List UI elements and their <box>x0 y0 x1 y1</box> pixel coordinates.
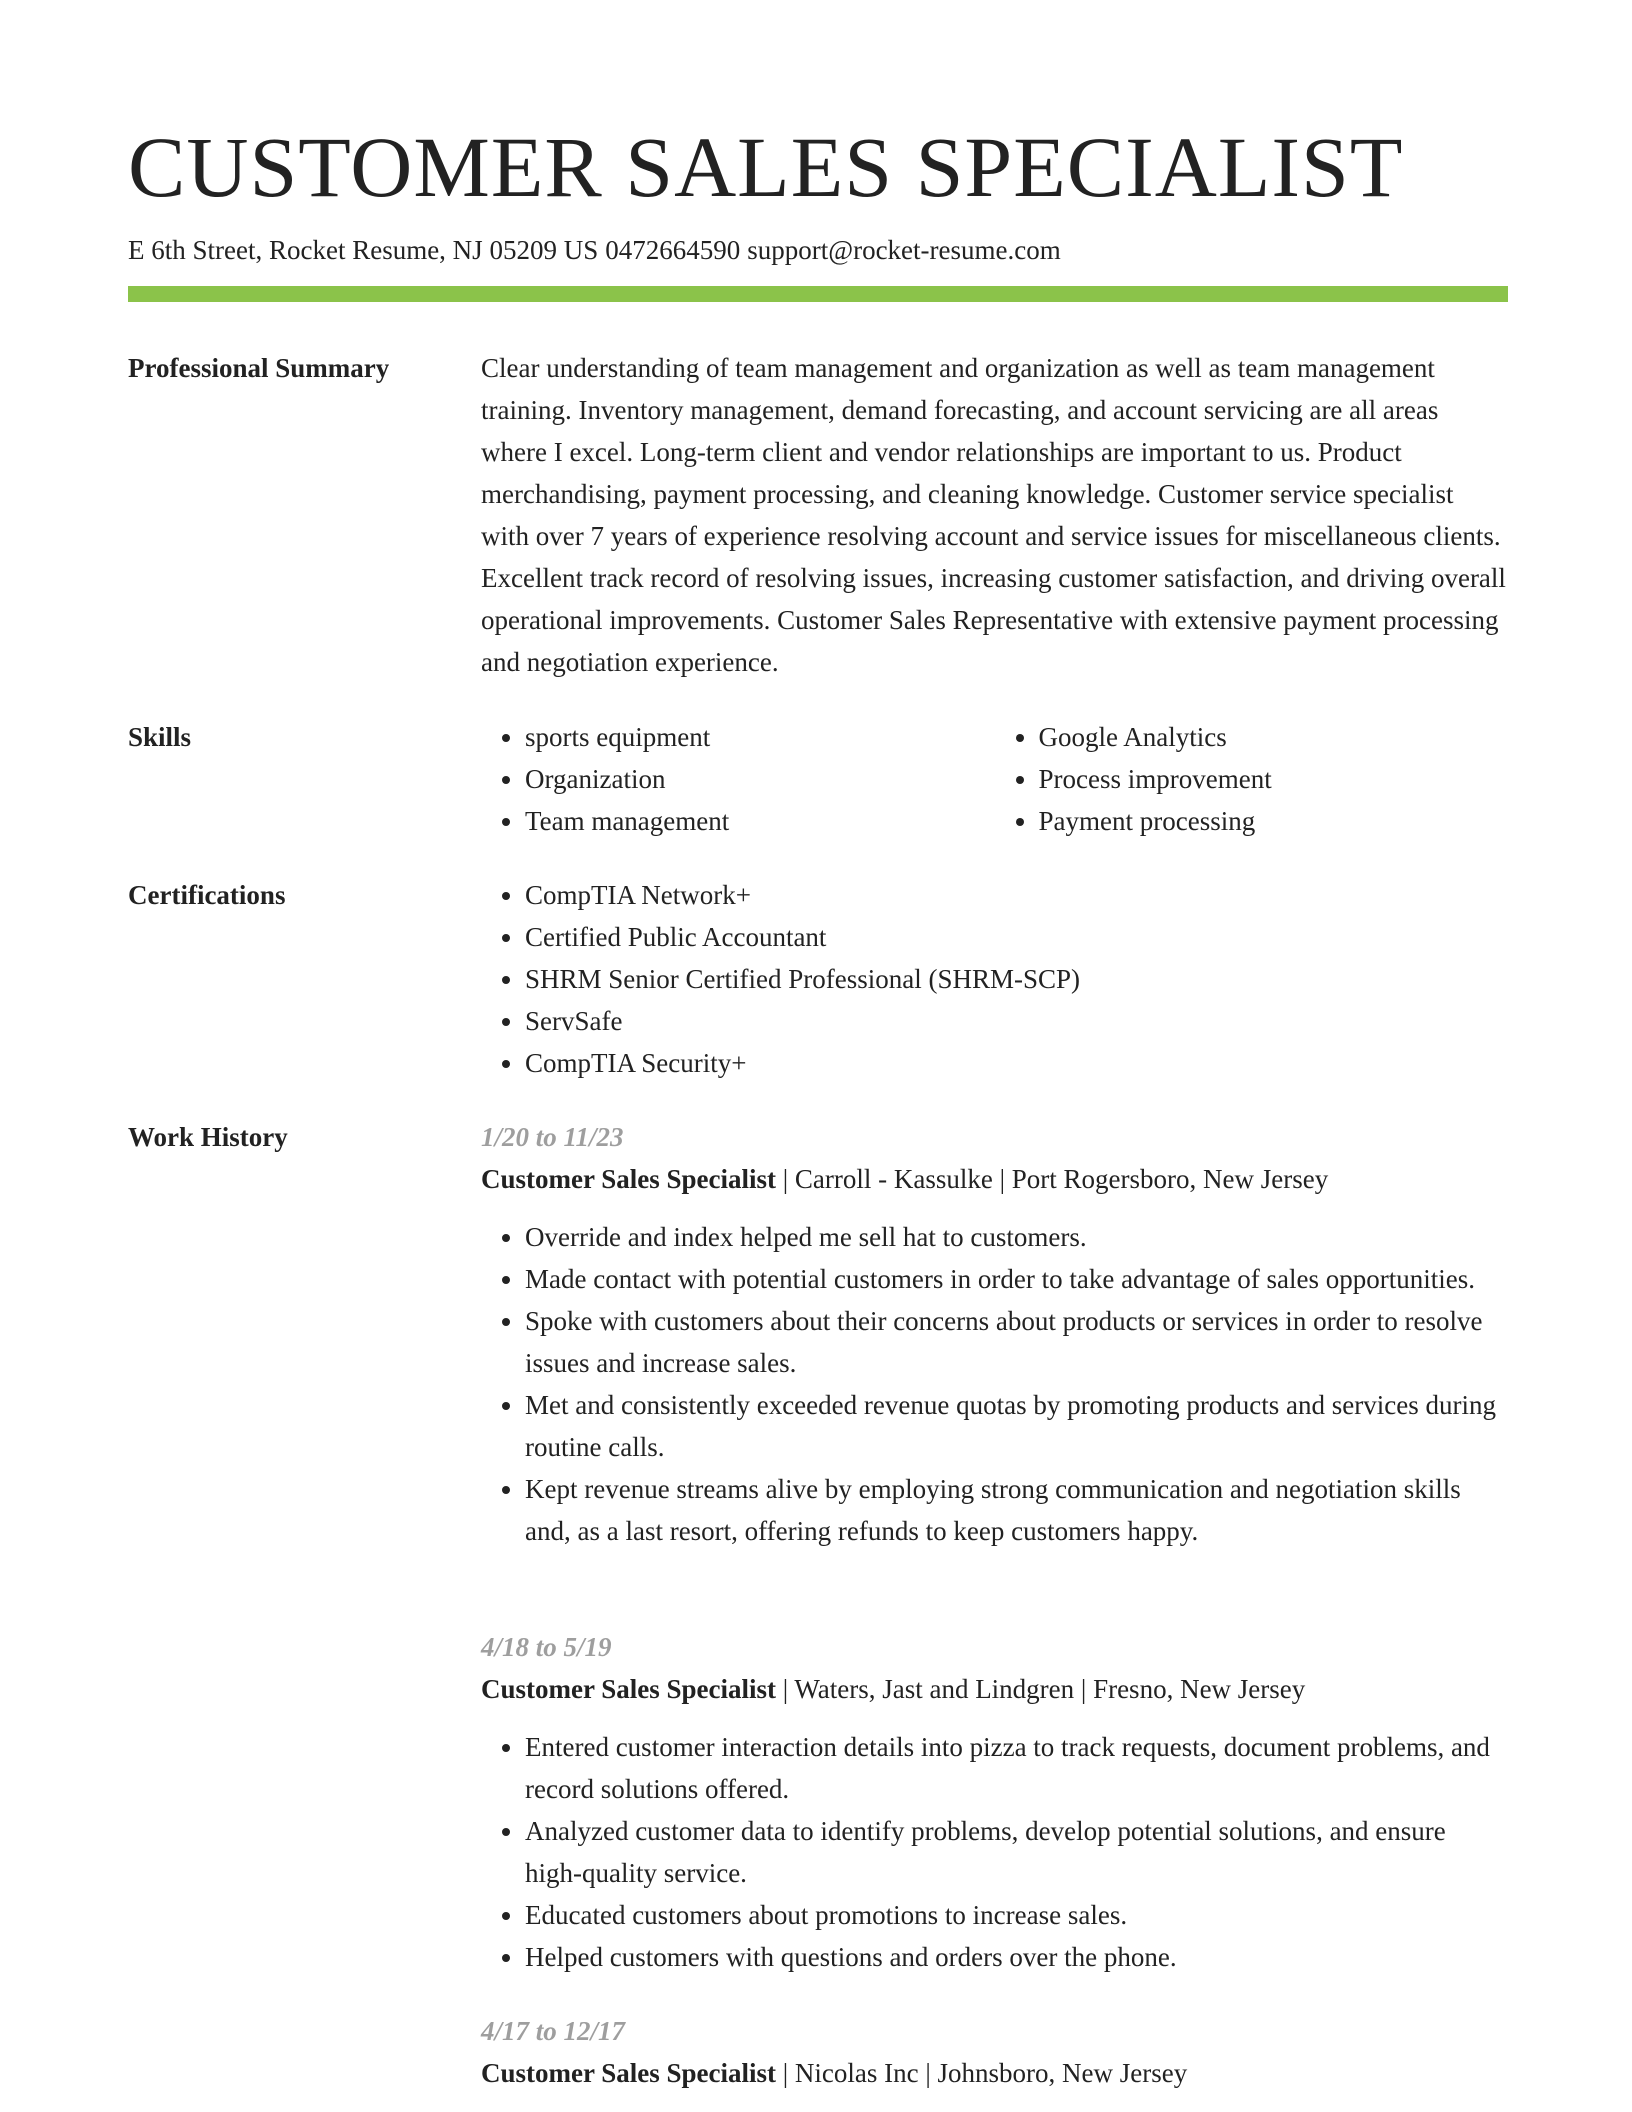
job-dates: 4/18 to 5/19 <box>481 1632 612 1662</box>
certifications-list <box>481 874 1508 1084</box>
section-label-certifications: Certifications <box>128 880 286 910</box>
job-bullets <box>481 1726 1508 1978</box>
job-3 <box>481 2010 1508 2094</box>
certification-item: • CompTIA Network+ <box>525 874 1508 916</box>
certification-item: • ServSafe <box>525 1000 1508 1042</box>
job-bullet: • Spoke with customers about their concerns about products or services in order to resolve issues and increase sales. <box>525 1300 1508 1384</box>
job-title: Customer Sales Specialist <box>481 2058 776 2088</box>
resume-name: CUSTOMER SALES SPECIALIST <box>128 119 1404 215</box>
job-bullets <box>481 1216 1508 1552</box>
job-2 <box>481 1626 1508 1978</box>
contact-address: E 6th Street, Rocket Resume, NJ 05209 US <box>128 235 599 265</box>
job-dates: 4/17 to 12/17 <box>481 2016 626 2046</box>
job-title-line <box>481 1668 1508 1710</box>
skills-list-left <box>481 716 995 842</box>
section-label-skills: Skills <box>128 722 192 752</box>
job-bullet: • Educated customers about promotions to increase sales. <box>525 1894 1508 1936</box>
skill-item: • sports equipment <box>525 716 995 758</box>
job-title: Customer Sales Specialist <box>481 1164 776 1194</box>
header-divider <box>128 286 1508 302</box>
skill-item: • Organization <box>525 758 995 800</box>
skill-item: • Google Analytics <box>1039 716 1509 758</box>
certifications-body <box>481 874 1508 1084</box>
summary-text: Clear understanding of team management and organization as well as team management training. Inventory management, demand forecasting, and account servicing are all areas where I excel. Long-term client and vendor relationships are important to us. Product merchandising, payment processing, and cleaning knowledge. Customer service specialist with over 7 years of experience resolving account and service issues for miscellaneous clients. Excellent track record of resolving issues, increasing customer satisfaction, and driving overall operational improvements. Customer Sales Representative with extensive payment processing and negotiation experience. <box>481 353 1506 677</box>
job-1 <box>481 1116 1508 1552</box>
skill-item: • Team management <box>525 800 995 842</box>
job-bullet: • Helped customers with questions and orders over the phone. <box>525 1936 1508 1978</box>
certification-item: • SHRM Senior Certified Professional (SHRM-SCP) <box>525 958 1508 1000</box>
section-label-work-history: Work History <box>128 1122 288 1152</box>
job-bullet: • Met and consistently exceeded revenue quotas by promoting products and services during routine calls. <box>525 1384 1508 1468</box>
summary-body <box>481 347 1508 683</box>
job-dates: 1/20 to 11/23 <box>481 1122 624 1152</box>
job-title: Customer Sales Specialist <box>481 1674 776 1704</box>
contact-phone: 0472664590 <box>605 235 741 265</box>
section-label-summary: Professional Summary <box>128 353 390 383</box>
skills-body <box>481 716 1508 842</box>
certification-item: • CompTIA Security+ <box>525 1042 1508 1084</box>
skill-item: • Payment processing <box>1039 800 1509 842</box>
job-details: | Nicolas Inc | Johnsboro, New Jersey <box>776 2058 1188 2088</box>
skills-grid <box>481 716 1508 842</box>
job-bullet: • Analyzed customer data to identify problems, develop potential solutions, and ensure high-quality service. <box>525 1810 1508 1894</box>
contact-line <box>128 234 1061 266</box>
skill-item: • Process improvement <box>1039 758 1509 800</box>
job-bullet: • Override and index helped me sell hat to customers. <box>525 1216 1508 1258</box>
job-bullet: • Kept revenue streams alive by employing strong communication and negotiation skills and, as a last resort, offering refunds to keep customers happy. <box>525 1468 1508 1552</box>
job-details: | Waters, Jast and Lindgren | Fresno, New Jersey <box>776 1674 1306 1704</box>
job-details: | Carroll - Kassulke | Port Rogersboro, New Jersey <box>776 1164 1329 1194</box>
job-bullet: • Made contact with potential customers in order to take advantage of sales opportunities. <box>525 1258 1508 1300</box>
job-title-line <box>481 1158 1508 1200</box>
contact-email: support@rocket-resume.com <box>747 235 1061 265</box>
job-title-line <box>481 2052 1508 2094</box>
certification-item: • Certified Public Accountant <box>525 916 1508 958</box>
job-bullet: • Entered customer interaction details into pizza to track requests, document problems, and record solutions offered. <box>525 1726 1508 1810</box>
skills-list-right <box>995 716 1509 842</box>
